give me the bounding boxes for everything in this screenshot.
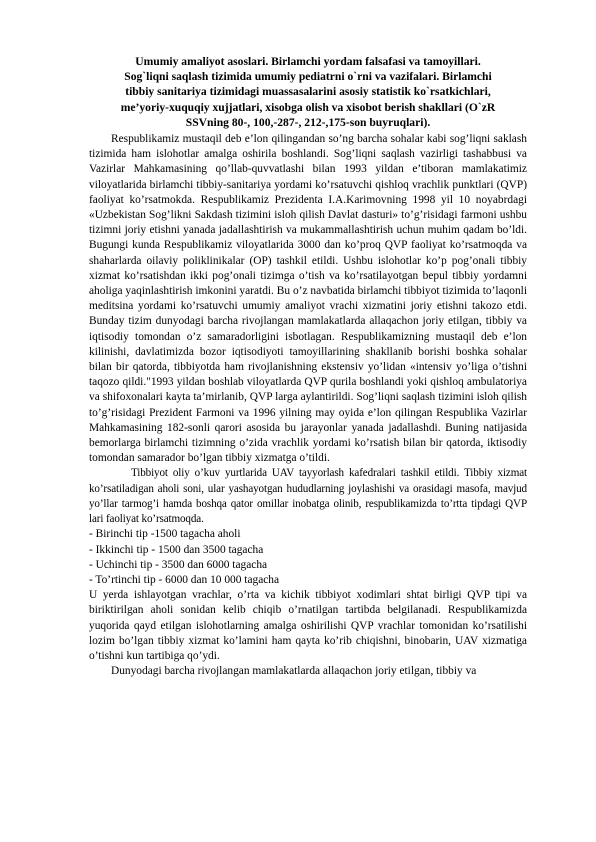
qvp-type-list <box>89 527 527 588</box>
title-line: Sog`liqni saqlash tizimida umumiy pediatrni o`rni va vazifalari. Birlamchi <box>124 70 492 84</box>
document-page <box>89 54 527 679</box>
title-line: Umumiy amaliyot asoslari. Birlamchi yordam falsafasi va tamoyillari. <box>135 55 481 68</box>
list-item: - Ikkinchi tip - 1500 dan 3500 tagacha <box>89 543 264 556</box>
body-paragraph: U yerda ishlayotgan vrachlar, o’rta va kichik tibbiyot xodimlari shtat birligi QVP tipi va biriktirilgan aholi sonidan kelib chiqib o’rnatilgan tartibda belgilanadi. Respublikamizda yuqorida qayd etilgan islohotlarning amalga oshirilishi QVP vrachlar tomonidan ko’rsatilishi lozim bo’lgan tibbiy xizmat ko’lamini ham qayta ko’rib chiqishni, binobarin, UAV xizmatiga o’tishni kun tartibiga qo’ydi. <box>89 589 527 662</box>
body-paragraph: Tibbiyot oliy o’kuv yurtlarida UAV tayyorlash kafedralari tashkil etildi. Tibbiy xizmat ko’rsatiladigan aholi soni, ular yashayotgan hududlarning joylashishi va orasidagi masofa, mavjud yo’llar tarmog’i hamda boshqa qator omillar inobatga olinib, respublikamizda to’rtta tipdagi QVP lari faoliyat ko’rsatmoqda. <box>89 467 527 526</box>
list-item: - To’rtinchi tip - 6000 dan 10 000 tagacha <box>89 573 280 586</box>
body-paragraph: Dunyodagi barcha rivojlangan mamlakatlarda allaqachon joriy etilgan, tibbiy va <box>111 665 477 678</box>
title-line: me’yoriy-xuquqiy xujjatlari, xisobga olish va xisobot berish shakllari (O`zR <box>120 100 496 114</box>
title-line: SSVning 80-, 100,-287-, 212-,175-son buyruqlari). <box>185 115 431 129</box>
list-item: - Uchinchi tip - 3500 dan 6000 tagacha <box>89 558 268 571</box>
title-line: tibbiy sanitariya tizimidagi muassasalarini asosiy statistik ko`rsatkichlari, <box>125 85 491 99</box>
document-title <box>89 54 527 130</box>
list-item: - Birinchi tip -1500 tagacha aholi <box>89 528 241 541</box>
body-paragraph: Respublikamiz mustaqil deb e’lon qilingandan so’ng barcha sohalar kabi sog’liqni saklash tizimida ham islohotlar amalga oshirila boshlandi. Sog’liqni saqlash vazirligi tashabbusi va Vazirlar Mahkamasining qo’llab-quvvatlashi bilan 1993 yildan e’tiboran mamlakatimiz viloyatlarida birlamchi tibbiy-sanitariya yordami ko’rsatuvchi qishloq vrachlik punktlari (QVP) faoliyat ko’rsatmokda. Respublikamiz Prezidenta I.A.Karimovning 1998 yil 10 noyabrdagi «Uzbekistan Sog’likni Sakdash tizimini isloh qilish Davlat dasturi» to’g’risidagi farmoni ushbu tizimni joriy etishni yanada jadallashtirish va mukammallashtirish uchun muhim qadam bo’ldi. Bugungi kunda Respublikamiz viloyatlarida 3000 dan ko’proq QVP faoliyat ko’rsatmoqda va shaharlarda oilaviy poliklinikalar (OP) tashkil etildi. Ushbu islohotlar ko’p pog’onali tibbiy xizmat ko’rsatishdan ikki pog’onali tizimga o’tish va ko’rsatilayotgan bepul tibbiy yordamni aholiga yaqinlashtirish imkonini yaratdi. Bu o’z navbatida birlamchi tibbiyot tizimida to’laqonli meditsina yordami ko’rsatuvchi umumiy amaliyot vrachi xizmatini joriy etishni takozo etdi. Bunday tizim dunyodagi barcha rivojlangan mamlakatlarda allaqachon joriy etilgan, tibbiy va iqtisodiy tomondan o’z samaradorligini isbotlagan. Respublikamizning mustaqil deb e’lon kilinishi, davlatimizda bozor iqtisodiyoti tamoyillarining shakllanib borishi boshka sohalar bilan bir qatorda, tibbiyotda ham rivojlanishning ekstensiv yo’lidan «intensiv yo’liga o’tishni taqozo qildi."1993 yildan boshlab viloyatlarda QVP qurila boshlandi yoki qishloq ambulatoriya va shifoxonalari kayta ta’mirlanib, QVP larga aylantirildi. Sog’liqni saqlash tizimini isloh qilish to’g’risidagi Prezident Farmoni va 1996 yilning may oyida e’lon qilingan Respublika Vazirlar Mahkamasining 182-sonli qarori asosida bu jarayonlar yanada jadallashdi. Buning natijasida bemorlarga birlamchi tizimning o’zida vrachlik yordami ko’rsatish bilan bir qatorda, iktisodiy tomondan samarador bo’lgan tibbiy xizmatga o’tildi. <box>89 133 527 465</box>
